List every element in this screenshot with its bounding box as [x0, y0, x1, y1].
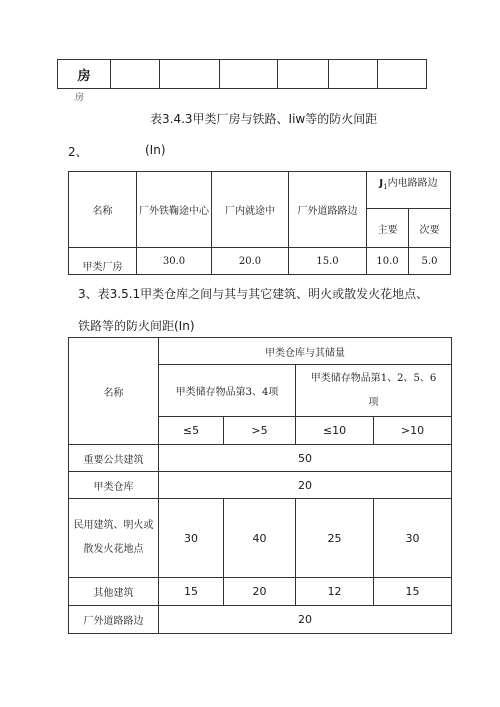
- table-row: [69, 472, 452, 499]
- table2-value-4: 10.0: [367, 248, 409, 275]
- table2-value-5: 5.0: [409, 248, 451, 275]
- table-row: [69, 578, 452, 606]
- table3-name-header: 名称: [69, 338, 159, 445]
- table3-row-name: 甲类仓库: [69, 472, 159, 499]
- table-row: [69, 606, 452, 634]
- table2-col4-sub: 1: [383, 183, 388, 191]
- table2-value-2: 20.0: [212, 248, 289, 275]
- table3-row-name: [69, 499, 159, 578]
- top-partial-table: [57, 59, 427, 89]
- line-2-unit: (In): [145, 143, 166, 157]
- table2-col3-header: 厂外道路路边: [289, 172, 367, 248]
- top-note: 房: [75, 93, 85, 103]
- table2-name-header: 名称: [69, 172, 137, 248]
- table3-cell: 12: [296, 578, 374, 606]
- table2-col4-header: [367, 172, 451, 209]
- table3-row-name: 重要公共建筑: [69, 445, 159, 472]
- caption-table-3-4-3: 表3.4.3甲类厂房与铁路、Iiw等的防火间距: [150, 112, 378, 126]
- table3-col1-header: ≤5: [159, 417, 224, 445]
- table3-row-merged-value: 20: [159, 606, 452, 634]
- table3-row-name-line2: 散发火花地点: [83, 544, 144, 555]
- table3-row-name: 厂外道路路边: [69, 606, 159, 634]
- top-table-cell: [329, 60, 378, 89]
- table2-value-3: 15.0: [289, 248, 367, 275]
- table3-row-merged-value: 50: [159, 445, 452, 472]
- top-table-cell: [278, 60, 329, 89]
- table3-cell: 30: [374, 499, 452, 578]
- table3-group1-header: 甲类储存物品第3、4项: [159, 365, 296, 417]
- table-3-5-1: [68, 337, 452, 634]
- table2-col4-text: 内电路路边: [387, 178, 438, 189]
- table3-cell: 40: [224, 499, 296, 578]
- table3-row-merged-value: 20: [159, 472, 452, 499]
- caption-table-3-5-1-line2: 铁路等的防火间距(In): [78, 319, 195, 333]
- table-row: [69, 499, 452, 578]
- top-table-cell: [220, 60, 278, 89]
- table3-cell: 15: [374, 578, 452, 606]
- caption-table-3-5-1-line1: 3、表3.5.1甲类仓库之间与其与其它建筑、明火或散发火花地点、: [78, 287, 429, 301]
- table2-row-name: 甲类厂房: [69, 248, 137, 275]
- table3-col2-header: >5: [224, 417, 296, 445]
- table3-row-name: 其他建筑: [69, 578, 159, 606]
- table2-col1-header: 厂外铁鞠途中心: [137, 172, 212, 248]
- table2-col4-prefix: J: [379, 178, 384, 189]
- table3-cell: 15: [159, 578, 224, 606]
- table-row: [69, 445, 452, 472]
- table3-cell: 30: [159, 499, 224, 578]
- table2-col2-header: 厂内就途中: [212, 172, 289, 248]
- table3-cell: 20: [224, 578, 296, 606]
- top-table-label: 房: [58, 60, 111, 89]
- table3-row-name-line1: 民用建筑、明火或: [73, 520, 154, 531]
- table3-group2-line1: 甲类储存物品第1、2、5、6: [310, 372, 437, 384]
- top-table-cell: [160, 60, 220, 89]
- top-table-cell: [111, 60, 160, 89]
- table3-cell: 25: [296, 499, 374, 578]
- table3-top-header: 甲类仓库与其储量: [159, 338, 452, 365]
- table-3-4-3: [68, 171, 451, 275]
- table2-sub-main: 主要: [367, 209, 409, 248]
- top-table-cell: [378, 60, 427, 89]
- line-2-number: 2、: [68, 145, 88, 159]
- table2-sub-second: 次要: [409, 209, 451, 248]
- table3-col4-header: >10: [374, 417, 452, 445]
- table3-col3-header: ≤10: [296, 417, 374, 445]
- table2-value-1: 30.0: [137, 248, 212, 275]
- table3-group2-header: [296, 365, 452, 417]
- table3-group2-line2: 项: [368, 396, 379, 408]
